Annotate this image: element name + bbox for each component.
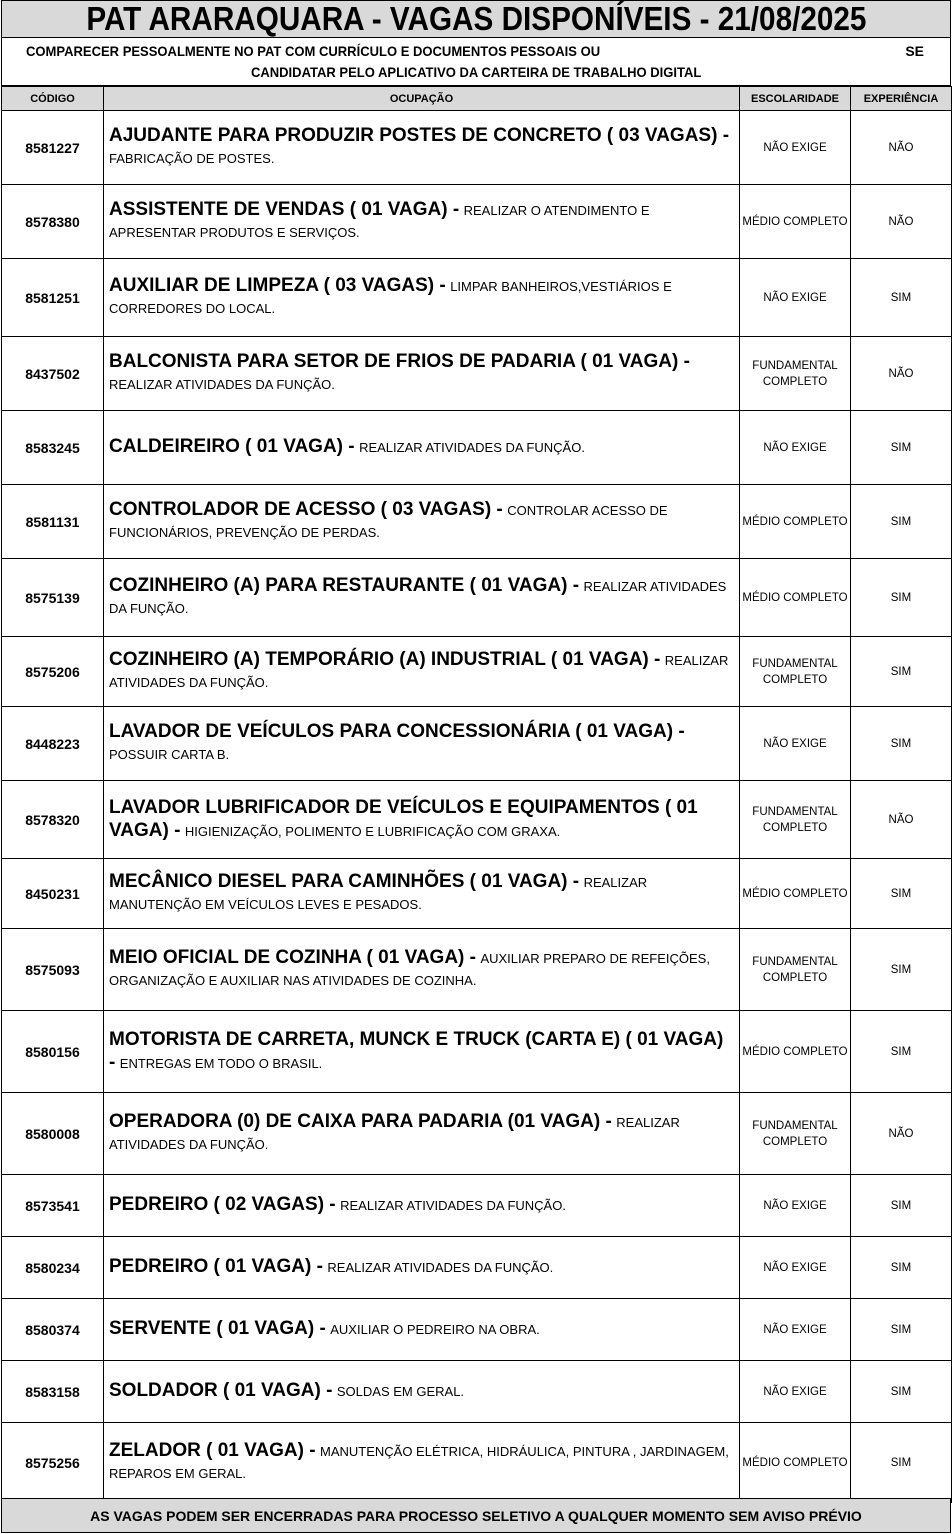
job-experience: NÃO [851,185,952,259]
job-description: MANUTENÇÃO ELÉTRICA, HIDRÁULICA, PINTURA , JARDINAGEM, REPAROS EM GERAL. [109,1444,729,1481]
job-title: OPERADORA (0) DE CAIXA PARA PADARIA (01 VAGA) - [109,1111,612,1132]
job-occupation [104,1423,740,1503]
job-code: 8575256 [2,1423,104,1503]
job-description: POSSUIR CARTA B. [109,747,230,762]
job-title: PEDREIRO ( 01 VAGA) - [109,1256,323,1277]
job-title: AUXILIAR DE LIMPEZA ( 03 VAGAS) - [109,275,446,296]
table-row [2,111,952,185]
job-description: REALIZAR ATIVIDADES DA FUNÇÃO. [109,653,729,690]
job-occupation [104,1175,740,1237]
job-code: 8575139 [2,559,104,637]
table-row [2,1093,952,1175]
jobs-table-body [2,111,952,1503]
job-description: REALIZAR ATIVIDADES DA FUNÇÃO. [359,440,585,455]
page-title-text: PAT ARARAQUARA - VAGAS DISPONÍVEIS - 21/08/2025 [85,0,867,37]
job-occupation [104,111,740,185]
job-title: CALDEIREIRO ( 01 VAGA) - [109,436,355,457]
job-experience: SIM [851,559,952,637]
job-occupation [104,337,740,411]
job-experience: NÃO [851,781,952,859]
table-row [2,1361,952,1423]
table-row [2,259,952,337]
job-title: ZELADOR ( 01 VAGA) - [109,1440,316,1461]
job-occupation [104,185,740,259]
job-code: 8450231 [2,859,104,929]
job-occupation [104,637,740,707]
job-education: FUNDAMENTAL COMPLETO [740,781,851,859]
job-description: REALIZAR O ATENDIMENTO E APRESENTAR PRODUTOS E SERVIÇOS. [109,203,650,240]
job-description: LIMPAR BANHEIROS,VESTIÁRIOS E CORREDORES DO LOCAL. [109,279,672,316]
job-experience: NÃO [851,1093,952,1175]
table-row [2,185,952,259]
job-education: MÉDIO COMPLETO [740,559,851,637]
job-education: FUNDAMENTAL COMPLETO [740,929,851,1011]
job-description: REALIZAR ATIVIDADES DA FUNÇÃO. [109,579,727,616]
table-row [2,1299,952,1361]
table-row [2,485,952,559]
job-occupation [104,559,740,637]
job-experience: SIM [851,637,952,707]
job-occupation [104,859,740,929]
table-row [2,859,952,929]
footer-disclaimer [1,1498,951,1533]
job-description: FABRICAÇÃO DE POSTES. [109,151,275,166]
job-title: MOTORISTA DE CARRETA, MUNCK E TRUCK (CARTA E) ( 01 VAGA) - [109,1028,724,1073]
job-experience: SIM [851,259,952,337]
job-occupation [104,485,740,559]
page-title [1,0,951,38]
column-header-code: CÓDIGO [2,87,104,111]
job-code: 8575206 [2,637,104,707]
job-description: REALIZAR ATIVIDADES DA FUNÇÃO. [340,1198,566,1213]
job-education: FUNDAMENTAL COMPLETO [740,1093,851,1175]
table-row [2,411,952,485]
job-experience: NÃO [851,337,952,411]
job-education: NÃO EXIGE [740,111,851,185]
jobs-table [1,86,952,1503]
job-code: 8578320 [2,781,104,859]
table-header-row [2,87,952,111]
job-code: 8583245 [2,411,104,485]
table-row [2,559,952,637]
job-title: MEIO OFICIAL DE COZINHA ( 01 VAGA) - [109,947,476,968]
job-experience: SIM [851,1299,952,1361]
job-code: 8580374 [2,1299,104,1361]
job-experience: SIM [851,1361,952,1423]
table-row [2,1237,952,1299]
job-experience: NÃO [851,111,952,185]
table-row [2,1423,952,1503]
notice-se: SE [905,43,924,59]
job-title: LAVADOR DE VEÍCULOS PARA CONCESSIONÁRIA ( 01 VAGA) - [109,721,685,742]
column-header-education: ESCOLARIDADE [740,87,851,111]
job-code: 8580156 [2,1011,104,1093]
job-education: NÃO EXIGE [740,1175,851,1237]
job-code: 8448223 [2,707,104,781]
job-description: ENTREGAS EM TODO O BRASIL. [119,1055,323,1071]
job-title: BALCONISTA PARA SETOR DE FRIOS DE PADARIA ( 01 VAGA) - [109,351,690,372]
job-code: 8437502 [2,337,104,411]
job-description: REALIZAR ATIVIDADES DA FUNÇÃO. [109,1115,680,1152]
job-title: ASSISTENTE DE VENDAS ( 01 VAGA) - [109,199,460,220]
job-occupation [104,1361,740,1423]
job-occupation [104,411,740,485]
footer-text: AS VAGAS PODEM SER ENCERRADAS PARA PROCESSO SELETIVO A QUALQUER MOMENTO SEM AVISO PRÉVIO [90,1507,862,1524]
job-education: NÃO EXIGE [740,707,851,781]
job-description: AUXILIAR PREPARO DE REFEIÇÕES, ORGANIZAÇÃO E AUXILIAR NAS ATIVIDADES DE COZINHA. [109,951,710,988]
notice-line-1: COMPARECER PESSOALMENTE NO PAT COM CURRÍCULO E DOCUMENTOS PESSOAIS OU [26,43,601,59]
job-code: 8581251 [2,259,104,337]
notice-line-2-text: CANDIDATAR PELO APLICATIVO DA CARTEIRA DE TRABALHO DIGITAL [250,64,702,80]
job-description: CONTROLAR ACESSO DE FUNCIONÁRIOS, PREVENÇÃO DE PERDAS. [109,503,668,540]
job-description: SOLDAS EM GERAL. [336,1384,465,1399]
application-notice [1,38,951,86]
job-occupation [104,1299,740,1361]
job-code: 8583158 [2,1361,104,1423]
job-title: COZINHEIRO (A) TEMPORÁRIO (A) INDUSTRIAL ( 01 VAGA) - [109,649,661,670]
job-experience: SIM [851,411,952,485]
job-experience: SIM [851,859,952,929]
job-description: HIGIENIZAÇÃO, POLIMENTO E LUBRIFICAÇÃO COM GRAXA. [184,823,561,839]
job-occupation [104,1237,740,1299]
job-description: AUXILIAR O PEDREIRO NA OBRA. [330,1322,540,1337]
job-experience: SIM [851,707,952,781]
job-occupation [104,1093,740,1175]
job-experience: SIM [851,485,952,559]
job-title: COZINHEIRO (A) PARA RESTAURANTE ( 01 VAGA) - [109,575,580,596]
job-experience: SIM [851,1237,952,1299]
job-code: 8581227 [2,111,104,185]
job-education: MÉDIO COMPLETO [740,1423,851,1503]
job-education: MÉDIO COMPLETO [740,1011,851,1093]
table-row [2,1011,952,1093]
job-occupation [104,929,740,1011]
job-occupation [104,707,740,781]
job-experience: SIM [851,1175,952,1237]
job-education: NÃO EXIGE [740,1361,851,1423]
job-education: MÉDIO COMPLETO [740,859,851,929]
job-occupation [104,781,740,859]
job-code: 8575093 [2,929,104,1011]
job-title: LAVADOR LUBRIFICADOR DE VEÍCULOS E EQUIPAMENTOS ( 01 VAGA) - [109,796,698,841]
job-education: MÉDIO COMPLETO [740,185,851,259]
job-code: 8580008 [2,1093,104,1175]
job-education: NÃO EXIGE [740,259,851,337]
table-row [2,781,952,859]
job-title: MECÂNICO DIESEL PARA CAMINHÕES ( 01 VAGA) - [109,871,580,892]
job-code: 8581131 [2,485,104,559]
column-header-occupation: OCUPAÇÃO [104,87,740,111]
job-education: FUNDAMENTAL COMPLETO [740,637,851,707]
job-education: NÃO EXIGE [740,1299,851,1361]
job-code: 8580234 [2,1237,104,1299]
job-code: 8573541 [2,1175,104,1237]
job-description: REALIZAR ATIVIDADES DA FUNÇÃO. [109,377,335,392]
job-occupation [104,259,740,337]
table-row [2,337,952,411]
job-description: REALIZAR ATIVIDADES DA FUNÇÃO. [327,1260,554,1275]
job-title: SERVENTE ( 01 VAGA) - [109,1318,326,1339]
job-occupation [104,1011,740,1093]
job-education: MÉDIO COMPLETO [740,485,851,559]
table-row [2,707,952,781]
table-row [2,637,952,707]
job-experience: SIM [851,1011,952,1093]
job-code: 8578380 [2,185,104,259]
job-experience: SIM [851,929,952,1011]
table-row [2,1175,952,1237]
job-title: SOLDADOR ( 01 VAGA) - [109,1380,333,1401]
job-experience: SIM [851,1423,952,1503]
job-title: CONTROLADOR DE ACESSO ( 03 VAGAS) - [109,499,503,520]
job-education: NÃO EXIGE [740,411,851,485]
job-title: PEDREIRO ( 02 VAGAS) - [109,1194,336,1215]
notice-line-2 [2,64,950,80]
job-title: AJUDANTE PARA PRODUZIR POSTES DE CONCRETO ( 03 VAGAS) - [109,125,730,146]
job-education: FUNDAMENTAL COMPLETO [740,337,851,411]
table-row [2,929,952,1011]
column-header-experience: EXPERIÊNCIA [851,87,952,111]
job-education: NÃO EXIGE [740,1237,851,1299]
job-description: REALIZAR MANUTENÇÃO EM VEÍCULOS LEVES E PESADOS. [109,875,648,912]
